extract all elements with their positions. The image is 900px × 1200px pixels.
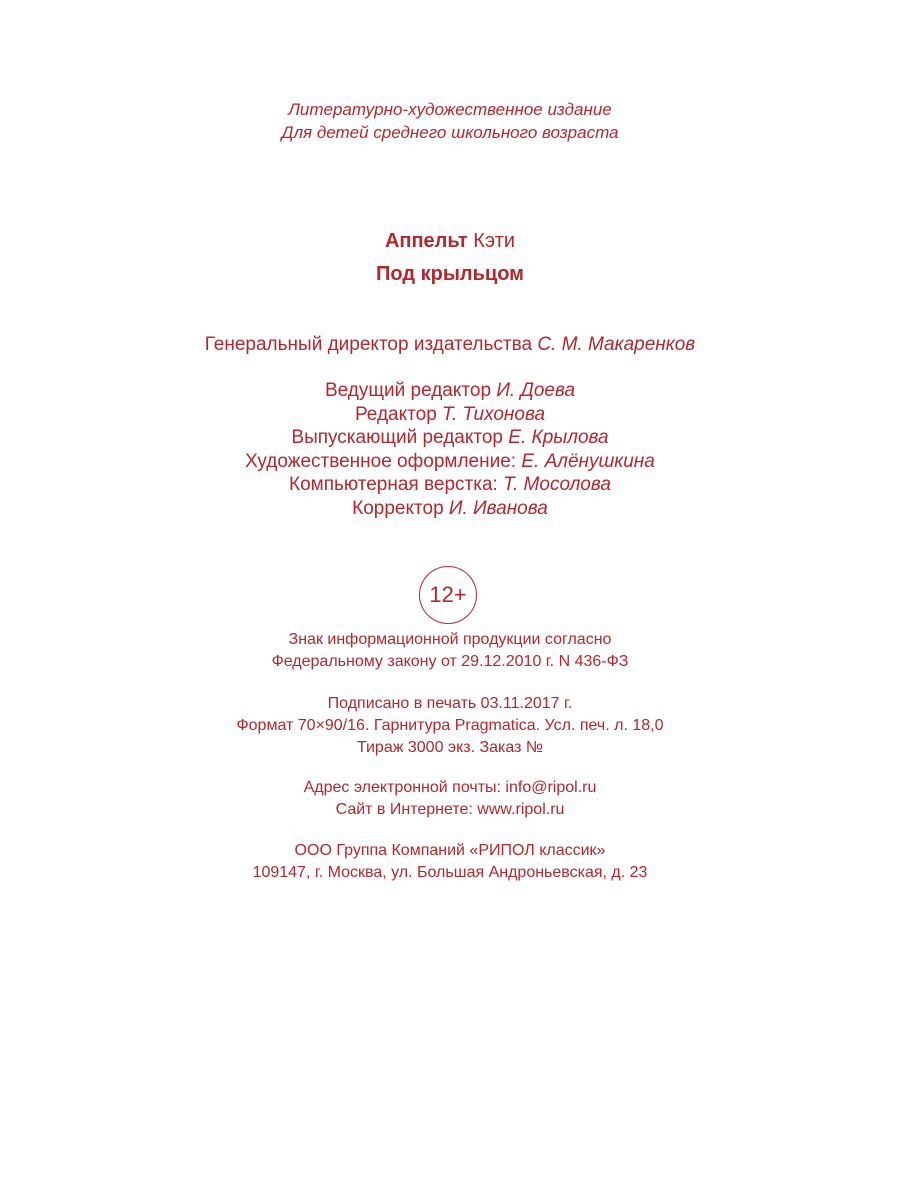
staff-name: И. Доева [496,380,576,401]
staff-name: Т. Тихонова [442,403,546,425]
director-name: С. М. Макаренков [537,334,696,355]
staff-list [0,379,900,521]
law-line: Федеральному закону от 29.12.2010 г. N 436-ФЗ [271,653,629,670]
director-role: Генеральный директор издательства [204,334,533,355]
website-line: Сайт в Интернете: www.ripol.ru [335,801,565,818]
staff-name: Е. Алёнушкина [521,450,655,472]
staff-item [0,379,900,403]
author-first-name: Кэти [473,230,516,252]
staff-item [0,473,900,497]
staff-role: Редактор [354,403,437,425]
audience-line: Для детей среднего школьного возраста [281,123,619,142]
staff-item [0,426,900,450]
email-line: Адрес электронной почты: info@ripol.ru [303,779,597,796]
staff-item [0,450,900,474]
print-run-line: Тираж 3000 экз. Заказ № [356,739,544,756]
staff-name: Е. Крылова [508,427,609,449]
staff-item [0,497,900,521]
print-date-line: Подписано в печать 03.11.2017 г. [327,695,573,712]
author-line [0,228,900,254]
staff-role: Художественное оформление: [245,450,517,472]
publisher-info [0,840,900,884]
staff-role: Ведущий редактор [324,380,492,401]
law-line: Знак информационной продукции согласно [288,631,612,648]
publisher-name-line: ООО Группа Компаний «РИПОЛ классик» [294,842,606,859]
staff-name: И. Иванова [448,497,548,519]
publisher-address-line: 109147, г. Москва, ул. Большая Андроньевская, д. 23 [252,864,648,881]
staff-role: Корректор [352,497,444,519]
staff-item [0,403,900,427]
staff-name: Т. Мосолова [503,474,611,496]
book-title: Под крыльцом [376,263,524,285]
print-details [0,693,900,759]
genre-note [0,98,900,144]
genre-line: Литературно-художественное издание [288,100,612,119]
director-line [0,332,900,358]
contacts [0,777,900,821]
staff-role: Выпускающий редактор [291,427,503,449]
age-rating-badge: 12+ [419,566,477,624]
staff-role: Компьютерная верстка: [289,474,498,496]
print-format-line: Формат 70×90/16. Гарнитура Pragmatica. Усл. печ. л. 18,0 [236,717,664,734]
law-notice [0,629,900,673]
author-last-name: Аппельт [384,230,468,252]
